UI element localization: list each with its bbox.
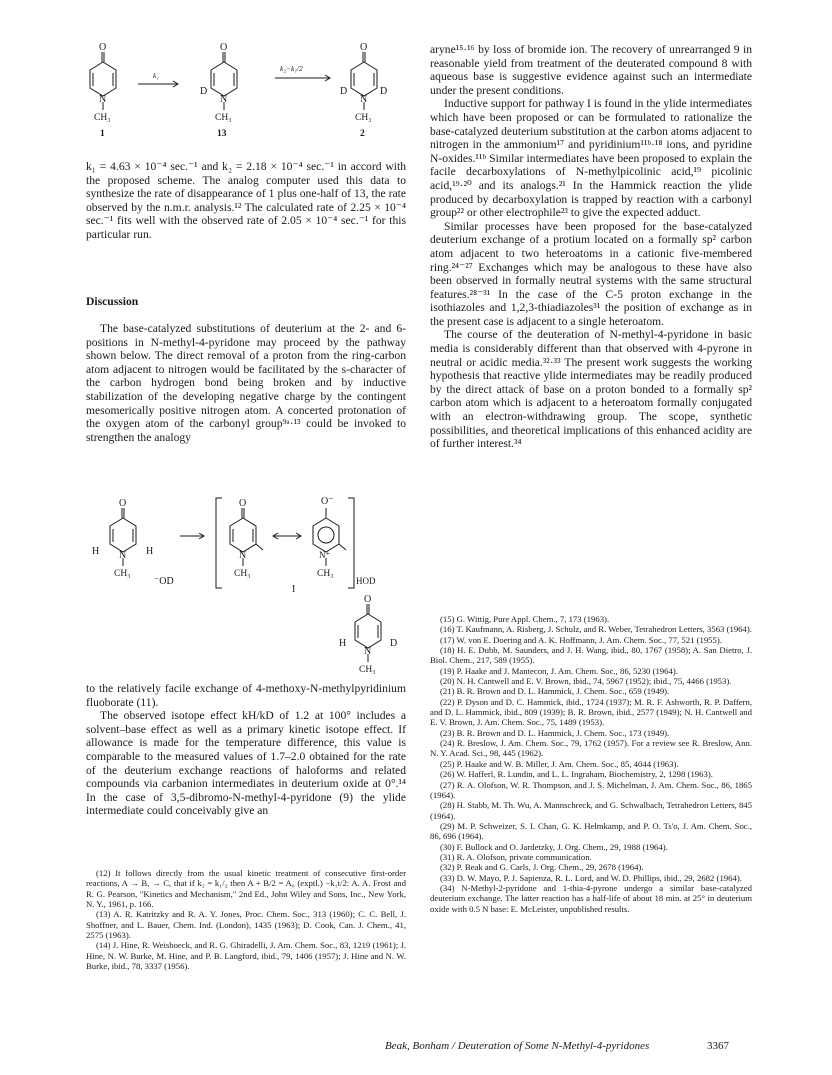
left-column-text-3	[86, 682, 406, 818]
footnote: (21) B. R. Brown and D. L. Hammick, J. Chem. Soc., 659 (1949).	[440, 686, 670, 697]
hod-label: HOD	[356, 576, 376, 586]
footnote: (34) N-Methyl-2-pyridone and 1-thia-4-pyrone undergo a similar base-catalyzed deuterium exchange. The latter reaction has a half-life of about 18 min. at 25° in deuterium oxide with 0.5 N base: E. McLeister, unpublished results.	[430, 882, 752, 914]
deuterium-label: D	[200, 86, 208, 97]
oxygen-label: O	[220, 42, 228, 53]
nitrogen-label: N	[364, 646, 372, 657]
isotope-effect-paragraph: The observed isotope effect kH/kD of 1.2 at 100° includes a solvent–base effect as well as a primary kinetic isotope effect. If allowance is made for the temperature difference, this value is comparable to the measured values of 1.7–2.0 obtained for the rate of the deuterium exchange reactions of haloforms and related compounds via carbanion intermediates in deuterium oxide at 0°.¹⁴ In the case of 3,5-dibromo-N-methyl-4-pyridone (9) the ylide intermediate could conceivably give an	[86, 709, 406, 818]
nitrogen-label: N	[360, 94, 368, 105]
scheme-pathway-I	[86, 492, 416, 674]
nitrogen-label: N	[99, 94, 107, 105]
inductive-support-paragraph: Inductive support for pathway I is found in the ylide intermediates which have been proposed or can be formulated to rationalize the base-catalyzed deuterium substitution at the carbon atoms adjacent to nitrogen in the ammonium¹⁷ and pyridinium¹¹ᵇ·¹⁸ ions, and pyridine N-oxides.¹¹ᵇ Similar intermediates have been proposed to explain the facile decarboxylations of N-methylpicolinic acid,¹⁹ picolinic acid,¹⁹·²⁰ and its analogs.²¹ In the Hammick reaction the ylide produced by decarboxylation is trapped by reaction with a carbonyl group²² or other electrophile²³ to give the expected adduct.	[430, 97, 752, 220]
footnote: (19) P. Haake and J. Mantecon, J. Am. Chem. Soc., 86, 5230 (1964).	[440, 665, 678, 676]
footnote: (12) It follows directly from the usual kinetic treatment of consecutive first-order reactions, A → B, → C, that if k₂ = k₁/₂ then A + B/2 = A₀ (exptl.) −k₁t/2: A. A. Frost and R. G. Pearson, "Kinetics and Mechanism," 2nd Ed., John Wiley and Sons, Inc., New York, N. Y., 1961, p. 166.	[86, 868, 406, 910]
left-column-text-2	[86, 322, 406, 444]
nitrogen-label: N	[220, 94, 228, 105]
reaction-arrow	[180, 533, 204, 539]
footnote: (23) B. R. Brown and D. L. Hammick, J. Chem. Soc., 173 (1949).	[440, 727, 670, 738]
reaction-arrow-k2	[275, 75, 330, 81]
rate-constant-k1: k₁	[153, 71, 159, 80]
bracket-left	[216, 498, 222, 588]
similar-processes-paragraph: Similar processes have been proposed for the base-catalyzed deuterium exchange of a protium located on a formally sp² carbon atom adjacent to two heteroatoms in a cationic five-membered ring.²⁴⁻²⁷ Exchanges which may be analogous to these have also been observed in formally neutral systems with the same structural features.²⁸⁻³¹ In the case of the C-5 proton exchange in the isothiazoles and 1,2,3-thiadiazoles³¹ the position of exchange as in the present case is adjacent to a single heteroatom.	[430, 219, 752, 328]
oxygen-label: O	[360, 42, 368, 53]
footnote: (16) T. Kaufmann, A. Risberg, J. Schulz, and R. Weber, Tetrahedron Letters, 3563 (1964).	[440, 624, 752, 635]
footnote: (30) F. Bullock and O. Jardetzky, J. Org. Chem., 29, 1988 (1964).	[440, 841, 668, 852]
nitrogen-label: N	[119, 550, 127, 561]
footnote: (18) H. E. Dubb, M. Saunders, and J. H. Wang, ibid., 80, 1767 (1958); A. San Dietro, J. Biol. Chem., 217, 589 (1955).	[430, 645, 752, 666]
methyl-label: CH₃	[215, 113, 232, 123]
methyl-label: CH₃	[317, 569, 334, 579]
discussion-paragraph: The base-catalyzed substitutions of deuterium at the 2- and 6-positions in N-methyl-4-pyridone may proceed by the pathway shown below. The direct removal of a proton from the ring-carbon atom adjacent to nitrogen would be facilitated by the s-character of the carbon hydrogen bond being broken and by inductive stabilization of the developing negative charge by the contingent mesomerically positive nitrogen atom. A concerted protonation of the oxygen atom of the carbonyl group⁹ᵃ·¹³ could be invoked to strengthen the analogy	[86, 322, 406, 444]
nitrogen-label: N	[239, 550, 247, 561]
pathway-roman-numeral: I	[292, 584, 296, 595]
left-column-text-1	[86, 160, 406, 242]
footnote: (28) H. Stabb, M. Th. Wu, A. Mannschreck, and G. Schwalbach, Tetrahedron Letters, 845 (1964).	[430, 800, 752, 821]
course-of-deuteration-paragraph: The course of the deuteration of N-methyl-4-pyridone in basic media is considerably different than that observed with 4-pyrone in neutral or acidic media.³²·³³ The present work suggests the working hypothesis that reactive ylide intermediates may be readily produced by the direct attack of base on a proton bonded to a formally sp² carbon atom which is adjacent to a heteroatom formally conjugated with an electron-withdrawing group. The scope, synthetic possibilities, and theoretical implications of this enhanced acidity are of further interest.³⁴	[430, 328, 752, 451]
footnote: (24) R. Breslow, J. Am. Chem. Soc., 79, 1762 (1957). For a review see R. Breslow, Ann. N. Y. Acad. Sci., 98, 445 (1962).	[430, 738, 752, 759]
reaction-arrow-k1	[138, 81, 178, 87]
deuterium-label: D	[390, 638, 398, 649]
oxygen-label: O	[99, 42, 107, 53]
footnote: (32) P. Beak and G. Carls, J. Org. Chem., 29, 2678 (1964).	[440, 862, 644, 873]
footnote: (31) R. A. Olofson, private communication.	[440, 851, 592, 862]
right-footnotes	[430, 614, 752, 914]
fluoborate-paragraph: to the relatively facile exchange of 4-methoxy-N-methylpyridinium fluoborate (11).	[86, 682, 406, 709]
footnote: (14) J. Hine, R. Weisboeck, and R. G. Ghiradelli, J. Am. Chem. Soc., 83, 1219 (1961); J. Hine, N. W. Burke, M. Hine, and P. B. Langford, ibid., 79, 1406 (1957); J. Hine and N. W. Burke, ibid., 78, 3337 (1956).	[86, 940, 406, 972]
deuterium-label: D	[340, 86, 348, 97]
footnote: (17) W. von E. Doering and A. K. Hoffmann, J. Am. Chem. Soc., 77, 521 (1955).	[440, 634, 722, 645]
footnote: (27) R. A. Olofson, W. R. Thompson, and J. S. Michelman, J. Am. Chem. Soc., 86, 1865 (1964).	[430, 779, 752, 800]
oxygen-label: O	[364, 594, 372, 605]
hydrogen-label: H	[92, 546, 100, 557]
right-column-text	[430, 43, 752, 451]
oxide-anion-label: O⁻	[321, 496, 334, 507]
oxygen-label: O	[239, 498, 247, 509]
scheme-1-diagram	[80, 40, 420, 140]
left-footnotes	[86, 868, 406, 971]
footnote: (22) P. Dyson and D. C. Hammick, ibid., 1724 (1937); M. R. F. Ashworth, R. P. Daffern, and D. L. Hammick, ibid., 809 (1939); B. R. Brown, ibid., 2577 (1949); N. H. Cantwell and E. V. Brown, J. Am. Chem. Soc., 75, 1489 (1953).	[430, 696, 752, 728]
footnote: (29) M. P. Schweizer, S. I. Chan, G. K. Helmkamp, and P. O. Ts'o, J. Am. Chem. Soc., 86, 696 (1964).	[430, 820, 752, 842]
resonance-arrow	[273, 533, 301, 539]
running-title: Beak, Bonham / Deuteration of Some N-Methyl-4-pyridones	[385, 1040, 650, 1052]
deuteroxide-label: ⁻OD	[154, 576, 174, 587]
ylide-form-1	[230, 508, 263, 566]
methyl-label: CH₃	[94, 113, 111, 123]
aryne-paragraph: aryne¹⁵·¹⁶ by loss of bromide ion. The recovery of unrearranged 9 in reasonable yield from treatment of the deuterated compound 8 with aqueous base is suggestive evidence against such an intermediate under the present conditions.	[430, 43, 752, 97]
footnote: (13) A. R. Katritzky and R. A. Y. Jones, Proc. Chem. Soc., 313 (1960); C. C. Bell, J. Shoffner, and L. Bauer, Chem. Ind. (London), 1435 (1963); D. Cook, Can. J. Chem., 41, 2575 (1963).	[86, 909, 406, 941]
footnote: (20) N. H. Cantwell and E. V. Brown, ibid., 74, 5967 (1952); ibid., 75, 4466 (1953).	[440, 676, 732, 687]
page-footer	[385, 1040, 765, 1052]
oxygen-label: O	[119, 498, 127, 509]
methyl-label: CH₃	[355, 113, 372, 123]
compound-1-label: 1	[100, 129, 105, 139]
deuterium-label: D	[380, 86, 388, 97]
hydrogen-label: H	[339, 638, 347, 649]
methyl-label: CH₃	[114, 569, 131, 579]
compound-2-label: 2	[360, 129, 365, 139]
footnote: (33) D. W. Mayo, P. J. Sapienza, R. L. Lord, and W. D. Phillips, ibid., 29, 2682 (1964).	[440, 872, 742, 883]
discussion-heading: Discussion	[86, 295, 139, 308]
pyridinium-nitrogen-label: N⁺	[319, 550, 331, 560]
hydrogen-label: H	[146, 546, 154, 557]
rate-constant-k2: k₂−k₁/2	[280, 64, 303, 73]
rate-constants-paragraph: k₁ = 4.63 × 10⁻⁴ sec.⁻¹ and k₂ = 2.18 × 10⁻⁴ sec.⁻¹ in accord with the proposed scheme. The analog computer used this data to synthesize the rate of disappearance of 1 plus one-half of 13, the rate observed by the n.m.r. analysis.¹² The calculated rate of 2.25 × 10⁻⁴ sec.⁻¹ fits well with the observed rate of 2.05 × 10⁻⁴ sec.⁻¹ for this particular run.	[86, 160, 406, 241]
footnote: (15) G. Wittig, Pure Appl. Chem., 7, 173 (1963).	[440, 614, 610, 624]
methyl-label: CH₃	[234, 569, 251, 579]
footnote: (26) W. Hafferl, R. Lundin, and L. L. Ingraham, Biochemistry, 2, 1298 (1963).	[440, 769, 713, 780]
footnote: (25) P. Haake and W. B. Miller, J. Am. Chem. Soc., 85, 4044 (1963).	[440, 758, 679, 769]
page-number: 3367	[707, 1040, 729, 1052]
compound-13-label: 13	[217, 129, 227, 139]
bracket-right	[348, 498, 354, 588]
methyl-label: CH₃	[359, 665, 376, 674]
